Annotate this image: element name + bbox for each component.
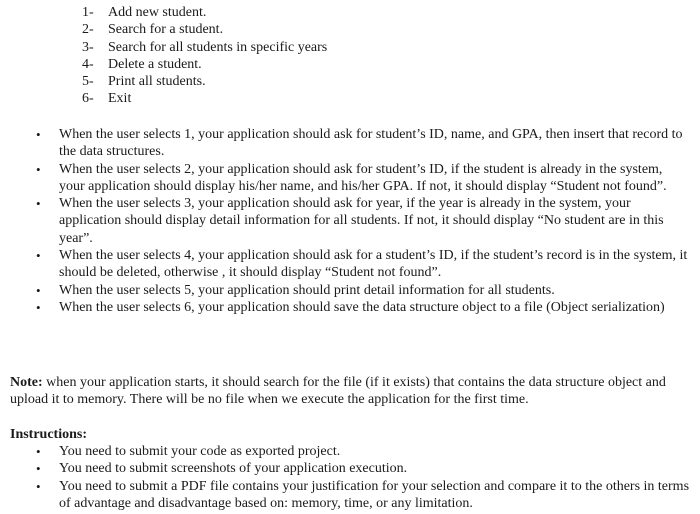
bullet-icon: •	[36, 127, 41, 142]
instruction-item	[36, 460, 699, 477]
bullet-icon: •	[36, 196, 41, 212]
note-paragraph	[10, 374, 694, 409]
requirement-text: When the user selects 5, your application should print detail information for all students.	[59, 282, 555, 298]
menu-options-list	[82, 4, 327, 108]
bullet-icon: •	[36, 444, 41, 459]
menu-option	[82, 90, 327, 107]
instructions-heading: Instructions:	[10, 427, 88, 442]
instruction-item	[36, 478, 699, 513]
menu-option-text: Print all students.	[108, 74, 206, 90]
instruction-item	[36, 443, 699, 460]
bullet-icon: •	[36, 461, 41, 477]
bullet-icon: •	[36, 299, 41, 315]
menu-option	[82, 39, 327, 56]
menu-option	[82, 73, 327, 90]
menu-option-text: Add new student.	[108, 5, 207, 20]
menu-option-number: 2-	[82, 22, 94, 38]
requirement-text: When the user selects 1, your application should ask for student’s ID, name, and GPA, then insert that record to the data structures.	[59, 127, 683, 160]
requirement-text: When the user selects 6, your application should save the data structure object to a file (Object serialization)	[59, 299, 665, 315]
menu-option-number: 6-	[82, 91, 94, 107]
menu-option	[82, 4, 327, 21]
menu-option-number: 5-	[82, 74, 94, 90]
menu-option-text: Delete a student.	[108, 56, 202, 72]
requirement-text: When the user selects 3, your application should ask for year, if the year is already in the system, your application should display detail information for all students. If not, it should display “No student are in this year”.	[59, 196, 664, 246]
menu-option-number: 4-	[82, 56, 94, 72]
requirement-item	[36, 247, 691, 282]
bullet-icon: •	[36, 161, 41, 177]
bullet-icon: •	[36, 282, 41, 298]
note-label: Note:	[10, 375, 43, 390]
instruction-text: You need to submit your code as exported project.	[59, 444, 341, 459]
requirement-text: When the user selects 4, your application should ask for a student’s ID, if the student’s record is in the system, it should be deleted, otherwise , it should display “Student not found”.	[59, 248, 688, 281]
menu-option	[82, 21, 327, 38]
requirements-list	[36, 126, 691, 316]
menu-option	[82, 56, 327, 73]
bullet-icon: •	[36, 478, 41, 494]
instruction-text: You need to submit screenshots of your application execution.	[59, 461, 408, 477]
menu-option-number: 1-	[82, 5, 94, 20]
requirement-text: When the user selects 2, your application should ask for student’s ID, if the student is already in the system, your application should display his/her name, and his/her GPA. If not, it should display “Student not found”.	[59, 161, 667, 194]
instruction-text: You need to submit a PDF file contains your justification for your selection and compare it to the others in terms of advantage and disadvantage based on: memory, time, or any limitation.	[59, 478, 690, 511]
instructions-list	[36, 443, 699, 512]
requirement-item	[36, 126, 691, 161]
requirement-item	[36, 299, 691, 316]
requirement-item	[36, 282, 691, 299]
menu-option-text: Search for a student.	[108, 22, 224, 38]
bullet-icon: •	[36, 248, 41, 264]
menu-option-text: Search for all students in specific years	[108, 39, 328, 55]
note-text: when your application starts, it should search for the file (if it exists) that contains the data structure object and upload it to memory. There will be no file when we execute the application for the first time.	[10, 375, 666, 408]
requirement-item	[36, 161, 691, 196]
menu-option-number: 3-	[82, 39, 94, 55]
requirement-item	[36, 195, 691, 247]
menu-option-text: Exit	[108, 91, 132, 107]
